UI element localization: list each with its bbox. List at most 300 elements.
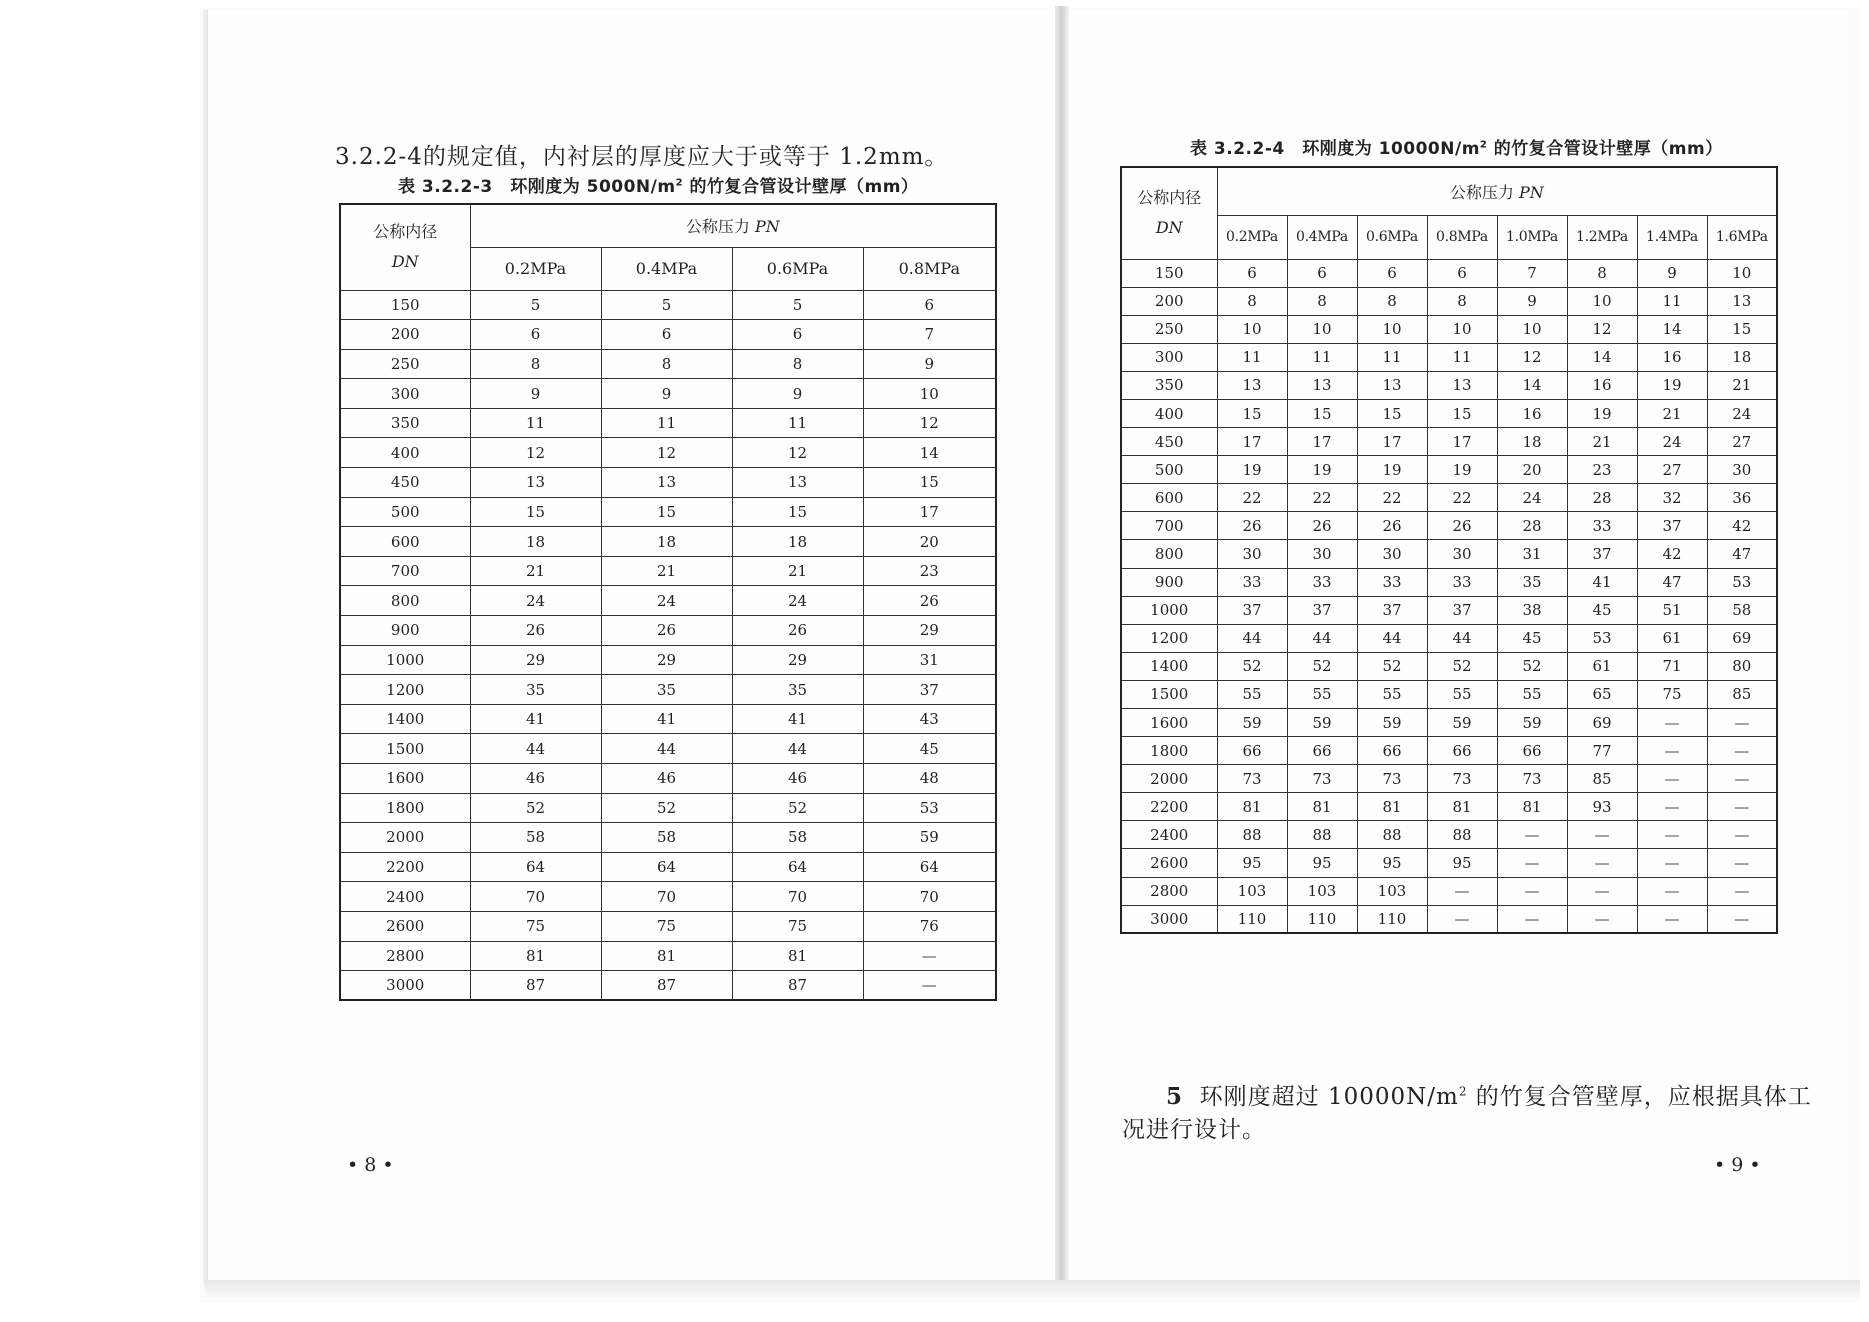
dn-cell: 1500: [340, 734, 470, 764]
thickness-cell: 19: [1357, 456, 1427, 484]
dn-cell: 1400: [340, 704, 470, 734]
thickness-cell: 7: [1497, 259, 1567, 287]
dn-header-symbol: DN: [391, 252, 419, 272]
thickness-cell: 21: [1567, 428, 1637, 456]
thickness-cell: 33: [1287, 568, 1357, 596]
thickness-cell: 24: [732, 586, 863, 616]
thickness-cell: 10: [1287, 315, 1357, 343]
thickness-cell: —: [1497, 849, 1567, 877]
thickness-cell: 35: [470, 675, 601, 705]
thickness-cell: 103: [1217, 877, 1287, 905]
thickness-cell: 17: [863, 497, 996, 527]
dn-cell: 900: [1121, 568, 1217, 596]
thickness-cell: 59: [1357, 709, 1427, 737]
thickness-cell: 64: [863, 852, 996, 882]
thickness-cell: 30: [1427, 540, 1497, 568]
thickness-cell: 45: [863, 734, 996, 764]
thickness-cell: 81: [1217, 793, 1287, 821]
thickness-cell: 52: [1287, 652, 1357, 680]
thickness-cell: 38: [1497, 596, 1567, 624]
pressure-column-header: 0.6MPa: [732, 247, 863, 290]
thickness-cell: 23: [863, 556, 996, 586]
thickness-cell: 44: [1357, 624, 1427, 652]
dn-header: [340, 204, 470, 290]
thickness-cell: 6: [732, 320, 863, 350]
thickness-cell: —: [1497, 877, 1567, 905]
table-row: [1121, 456, 1777, 484]
thickness-cell: 37: [863, 675, 996, 705]
thickness-cell: 12: [1497, 343, 1567, 371]
dn-cell: 400: [1121, 399, 1217, 427]
table-row: [340, 645, 996, 675]
table-row: [1121, 877, 1777, 905]
thickness-cell: —: [1707, 821, 1777, 849]
thickness-cell: 87: [470, 971, 601, 1001]
thickness-cell: 75: [1637, 680, 1707, 708]
thickness-cell: 10: [1427, 315, 1497, 343]
thickness-cell: 21: [732, 556, 863, 586]
thickness-cell: 12: [732, 438, 863, 468]
pressure-column-header: 0.2MPa: [470, 247, 601, 290]
thickness-cell: 53: [1707, 568, 1777, 596]
thickness-cell: 23: [1567, 456, 1637, 484]
thickness-cell: 37: [1567, 540, 1637, 568]
thickness-cell: 45: [1497, 624, 1567, 652]
thickness-cell: 95: [1217, 849, 1287, 877]
table-row: [340, 882, 996, 912]
thickness-cell: 26: [1427, 512, 1497, 540]
table-row: [340, 764, 996, 794]
dn-cell: 2600: [1121, 849, 1217, 877]
thickness-cell: —: [1707, 877, 1777, 905]
thickness-cell: 66: [1497, 737, 1567, 765]
table-row: [340, 527, 996, 557]
thickness-cell: 55: [1357, 680, 1427, 708]
thickness-cell: 17: [1287, 428, 1357, 456]
table-row: [1121, 371, 1777, 399]
thickness-cell: 70: [470, 882, 601, 912]
thickness-cell: —: [1567, 821, 1637, 849]
thickness-cell: 44: [601, 734, 732, 764]
table-row: [1121, 596, 1777, 624]
thickness-cell: 47: [1637, 568, 1707, 596]
thickness-cell: —: [1637, 709, 1707, 737]
thickness-cell: 26: [601, 616, 732, 646]
thickness-cell: 21: [1707, 371, 1777, 399]
thickness-cell: 10: [1567, 287, 1637, 315]
thickness-cell: 37: [1637, 512, 1707, 540]
thickness-cell: 59: [1427, 709, 1497, 737]
thickness-cell: 17: [1357, 428, 1427, 456]
thickness-cell: 11: [1427, 343, 1497, 371]
table-row: [1121, 793, 1777, 821]
thickness-cell: 15: [1357, 399, 1427, 427]
thickness-cell: —: [1497, 905, 1567, 933]
thickness-cell: 64: [601, 852, 732, 882]
pressure-column-header: 1.0MPa: [1497, 215, 1567, 259]
thickness-cell: 16: [1637, 343, 1707, 371]
dn-cell: 150: [340, 290, 470, 320]
thickness-cell: 6: [863, 290, 996, 320]
thickness-cell: 15: [1287, 399, 1357, 427]
thickness-cell: 13: [1287, 371, 1357, 399]
table-row: [1121, 343, 1777, 371]
thickness-cell: 13: [1357, 371, 1427, 399]
table-row: [1121, 540, 1777, 568]
dn-cell: 200: [340, 320, 470, 350]
thickness-cell: 70: [732, 882, 863, 912]
thickness-cell: 8: [1217, 287, 1287, 315]
thickness-cell: 43: [863, 704, 996, 734]
thickness-cell: 30: [1707, 456, 1777, 484]
pn-header: [1217, 167, 1777, 215]
table-row: [340, 468, 996, 498]
thickness-cell: 30: [1217, 540, 1287, 568]
thickness-cell: 45: [1567, 596, 1637, 624]
thickness-cell: 51: [1637, 596, 1707, 624]
thickness-cell: —: [1637, 737, 1707, 765]
thickness-cell: 73: [1497, 765, 1567, 793]
thickness-cell: 103: [1357, 877, 1427, 905]
thickness-cell: 15: [1217, 399, 1287, 427]
pressure-column-header: 0.2MPa: [1217, 215, 1287, 259]
thickness-cell: —: [1707, 905, 1777, 933]
thickness-cell: —: [1567, 905, 1637, 933]
thickness-cell: 20: [1497, 456, 1567, 484]
thickness-cell: 18: [732, 527, 863, 557]
thickness-cell: 22: [1427, 484, 1497, 512]
dn-cell: 700: [340, 556, 470, 586]
thickness-cell: 19: [1217, 456, 1287, 484]
thickness-cell: 85: [1707, 680, 1777, 708]
thickness-cell: 103: [1287, 877, 1357, 905]
dn-cell: 2200: [340, 852, 470, 882]
thickness-cell: 28: [1497, 512, 1567, 540]
thickness-cell: 17: [1217, 428, 1287, 456]
dn-cell: 2400: [1121, 821, 1217, 849]
thickness-cell: 95: [1427, 849, 1497, 877]
thickness-cell: 26: [1357, 512, 1427, 540]
thickness-cell: 93: [1567, 793, 1637, 821]
thickness-cell: 30: [1287, 540, 1357, 568]
thickness-cell: 95: [1287, 849, 1357, 877]
pressure-column-header: 0.4MPa: [601, 247, 732, 290]
dn-cell: 600: [340, 527, 470, 557]
thickness-cell: 18: [470, 527, 601, 557]
dn-cell: 1200: [340, 675, 470, 705]
table-row: [340, 556, 996, 586]
thickness-cell: 52: [601, 793, 732, 823]
thickness-cell: 75: [732, 911, 863, 941]
thickness-cell: 69: [1707, 624, 1777, 652]
pn-header-symbol: PN: [1518, 182, 1544, 202]
pn-header-symbol: PN: [754, 217, 780, 237]
table-row: [1121, 652, 1777, 680]
thickness-cell: 9: [470, 379, 601, 409]
thickness-cell: 35: [1497, 568, 1567, 596]
page-bottom-shadow: [205, 1280, 1860, 1298]
thickness-cell: 12: [470, 438, 601, 468]
thickness-cell: 44: [1217, 624, 1287, 652]
caption-text-suffix: 的竹复合管设计壁厚（mm）: [683, 177, 919, 197]
table-row: [340, 290, 996, 320]
dn-cell: 450: [340, 468, 470, 498]
clause-superscript: 2: [1458, 1084, 1468, 1099]
thickness-cell: 14: [863, 438, 996, 468]
thickness-cell: 110: [1287, 905, 1357, 933]
thickness-cell: 12: [601, 438, 732, 468]
caption-superscript: 2: [1479, 139, 1488, 151]
thickness-cell: 11: [601, 408, 732, 438]
left-intro-line: 3.2.2-4的规定值，内衬层的厚度应大于或等于 1.2mm。: [335, 144, 949, 170]
dn-cell: 350: [1121, 371, 1217, 399]
dn-cell: 1200: [1121, 624, 1217, 652]
pressure-column-header: 1.2MPa: [1567, 215, 1637, 259]
thickness-cell: 27: [1637, 456, 1707, 484]
dn-cell: 1600: [340, 764, 470, 794]
dn-cell: 1600: [1121, 709, 1217, 737]
thickness-cell: 58: [1707, 596, 1777, 624]
thickness-cell: 19: [1427, 456, 1497, 484]
caption-text: 表 3.2.2-3 环刚度为 5000N/m: [398, 177, 676, 197]
thickness-cell: 52: [1217, 652, 1287, 680]
caption-superscript: 2: [675, 177, 684, 189]
thickness-cell: 15: [732, 497, 863, 527]
dn-cell: 700: [1121, 512, 1217, 540]
thickness-cell: 73: [1287, 765, 1357, 793]
thickness-cell: 11: [1637, 287, 1707, 315]
dn-cell: 400: [340, 438, 470, 468]
thickness-cell: 10: [1707, 259, 1777, 287]
thickness-cell: 8: [732, 349, 863, 379]
thickness-cell: 5: [732, 290, 863, 320]
thickness-cell: 37: [1287, 596, 1357, 624]
thickness-cell: 19: [1287, 456, 1357, 484]
dn-cell: 500: [340, 497, 470, 527]
thickness-cell: 8: [470, 349, 601, 379]
thickness-cell: 81: [470, 941, 601, 971]
dn-header: [1121, 167, 1217, 259]
thickness-cell: —: [1707, 737, 1777, 765]
dn-cell: 150: [1121, 259, 1217, 287]
thickness-cell: 10: [1357, 315, 1427, 343]
thickness-cell: 66: [1357, 737, 1427, 765]
dn-cell: 800: [340, 586, 470, 616]
thickness-cell: 76: [863, 911, 996, 941]
table-row: [340, 320, 996, 350]
clause-number: 5: [1166, 1083, 1184, 1110]
table-row: [1121, 709, 1777, 737]
thickness-cell: 27: [1707, 428, 1777, 456]
thickness-cell: 55: [1427, 680, 1497, 708]
thickness-cell: 55: [1287, 680, 1357, 708]
thickness-cell: 21: [470, 556, 601, 586]
dn-cell: 300: [1121, 343, 1217, 371]
dn-header-symbol: DN: [1155, 218, 1183, 238]
thickness-cell: 73: [1357, 765, 1427, 793]
thickness-cell: 21: [1637, 399, 1707, 427]
thickness-cell: 14: [1567, 343, 1637, 371]
thickness-cell: 26: [470, 616, 601, 646]
thickness-cell: —: [1707, 709, 1777, 737]
thickness-cell: 8: [1357, 287, 1427, 315]
thickness-cell: 44: [732, 734, 863, 764]
dn-header-label: 公称内径: [1137, 188, 1202, 208]
thickness-cell: 81: [732, 941, 863, 971]
thickness-cell: 6: [1427, 259, 1497, 287]
thickness-cell: —: [1637, 905, 1707, 933]
thickness-cell: 35: [732, 675, 863, 705]
table-row: [1121, 287, 1777, 315]
table-row: [340, 704, 996, 734]
dn-header-label: 公称内径: [373, 222, 438, 242]
table-row: [340, 497, 996, 527]
thickness-cell: 31: [1497, 540, 1567, 568]
thickness-cell: 29: [863, 616, 996, 646]
thickness-cell: 81: [1287, 793, 1357, 821]
thickness-cell: 33: [1217, 568, 1287, 596]
table-row: [1121, 428, 1777, 456]
dn-cell: 600: [1121, 484, 1217, 512]
thickness-cell: 11: [470, 408, 601, 438]
dn-cell: 1000: [1121, 596, 1217, 624]
table-row: [1121, 680, 1777, 708]
table-row: [340, 941, 996, 971]
thickness-cell: 58: [732, 823, 863, 853]
dn-cell: 800: [1121, 540, 1217, 568]
thickness-cell: 85: [1567, 765, 1637, 793]
thickness-cell: —: [1637, 793, 1707, 821]
thickness-cell: 61: [1637, 624, 1707, 652]
table-3-2-2-4: [1120, 166, 1778, 934]
thickness-cell: 88: [1287, 821, 1357, 849]
table-row: [340, 616, 996, 646]
table-3-2-2-3: [339, 203, 997, 1001]
thickness-cell: 8: [601, 349, 732, 379]
thickness-cell: 6: [601, 320, 732, 350]
thickness-cell: 52: [1357, 652, 1427, 680]
dn-cell: 250: [340, 349, 470, 379]
thickness-cell: 59: [1287, 709, 1357, 737]
thickness-cell: 41: [601, 704, 732, 734]
thickness-cell: 88: [1427, 821, 1497, 849]
thickness-cell: 55: [1217, 680, 1287, 708]
thickness-cell: 26: [732, 616, 863, 646]
thickness-cell: 52: [732, 793, 863, 823]
thickness-cell: 75: [601, 911, 732, 941]
thickness-cell: 6: [1287, 259, 1357, 287]
thickness-cell: 13: [732, 468, 863, 498]
table-row: [340, 793, 996, 823]
right-page-number: • 9 •: [1714, 1154, 1761, 1176]
thickness-cell: 24: [1707, 399, 1777, 427]
thickness-cell: 11: [1287, 343, 1357, 371]
table-row: [1121, 624, 1777, 652]
thickness-cell: 9: [1637, 259, 1707, 287]
thickness-cell: 53: [863, 793, 996, 823]
thickness-cell: 81: [1497, 793, 1567, 821]
thickness-cell: 70: [601, 882, 732, 912]
thickness-cell: —: [1637, 765, 1707, 793]
thickness-cell: 13: [1707, 287, 1777, 315]
dn-cell: 2000: [1121, 765, 1217, 793]
thickness-cell: 16: [1567, 371, 1637, 399]
thickness-cell: 37: [1357, 596, 1427, 624]
clause-text: 环刚度超过 10000N/m: [1199, 1084, 1459, 1110]
thickness-cell: —: [1567, 849, 1637, 877]
table-row: [1121, 512, 1777, 540]
thickness-cell: 64: [732, 852, 863, 882]
thickness-cell: 29: [732, 645, 863, 675]
thickness-cell: 15: [1707, 315, 1777, 343]
thickness-cell: 110: [1357, 905, 1427, 933]
thickness-cell: 66: [1427, 737, 1497, 765]
table-row: [1121, 821, 1777, 849]
thickness-cell: 24: [1497, 484, 1567, 512]
thickness-cell: —: [1707, 849, 1777, 877]
thickness-cell: 48: [863, 764, 996, 794]
table-row: [340, 675, 996, 705]
thickness-cell: 11: [732, 408, 863, 438]
table-row: [340, 379, 996, 409]
thickness-cell: 8: [1287, 287, 1357, 315]
table-row: [1121, 315, 1777, 343]
thickness-cell: 9: [1497, 287, 1567, 315]
thickness-cell: 75: [470, 911, 601, 941]
thickness-cell: 88: [1357, 821, 1427, 849]
thickness-cell: 69: [1567, 709, 1637, 737]
dn-cell: 2800: [1121, 877, 1217, 905]
thickness-cell: 52: [470, 793, 601, 823]
dn-cell: 2200: [1121, 793, 1217, 821]
thickness-cell: —: [1637, 821, 1707, 849]
dn-cell: 2400: [340, 882, 470, 912]
table-row: [340, 408, 996, 438]
thickness-cell: 5: [470, 290, 601, 320]
pressure-column-header: 1.6MPa: [1707, 215, 1777, 259]
thickness-cell: 46: [470, 764, 601, 794]
thickness-cell: 18: [1707, 343, 1777, 371]
thickness-cell: 36: [1707, 484, 1777, 512]
thickness-cell: —: [1567, 877, 1637, 905]
dn-cell: 1000: [340, 645, 470, 675]
thickness-cell: 17: [1427, 428, 1497, 456]
thickness-cell: 19: [1637, 371, 1707, 399]
dn-cell: 450: [1121, 428, 1217, 456]
thickness-cell: 14: [1637, 315, 1707, 343]
dn-cell: 1800: [340, 793, 470, 823]
thickness-cell: —: [1637, 877, 1707, 905]
thickness-cell: 13: [470, 468, 601, 498]
thickness-cell: 41: [470, 704, 601, 734]
thickness-cell: 13: [1217, 371, 1287, 399]
thickness-cell: 42: [1637, 540, 1707, 568]
thickness-cell: 9: [863, 349, 996, 379]
table-row: [1121, 765, 1777, 793]
book-gutter: [1055, 6, 1069, 1291]
table-row: [340, 586, 996, 616]
thickness-cell: 44: [1427, 624, 1497, 652]
pressure-column-header: 0.4MPa: [1287, 215, 1357, 259]
thickness-cell: 13: [1427, 371, 1497, 399]
thickness-cell: 8: [1427, 287, 1497, 315]
thickness-cell: 26: [1287, 512, 1357, 540]
thickness-cell: —: [1707, 793, 1777, 821]
thickness-cell: 19: [1567, 399, 1637, 427]
thickness-cell: 10: [1497, 315, 1567, 343]
thickness-cell: 9: [601, 379, 732, 409]
table-row: [340, 911, 996, 941]
